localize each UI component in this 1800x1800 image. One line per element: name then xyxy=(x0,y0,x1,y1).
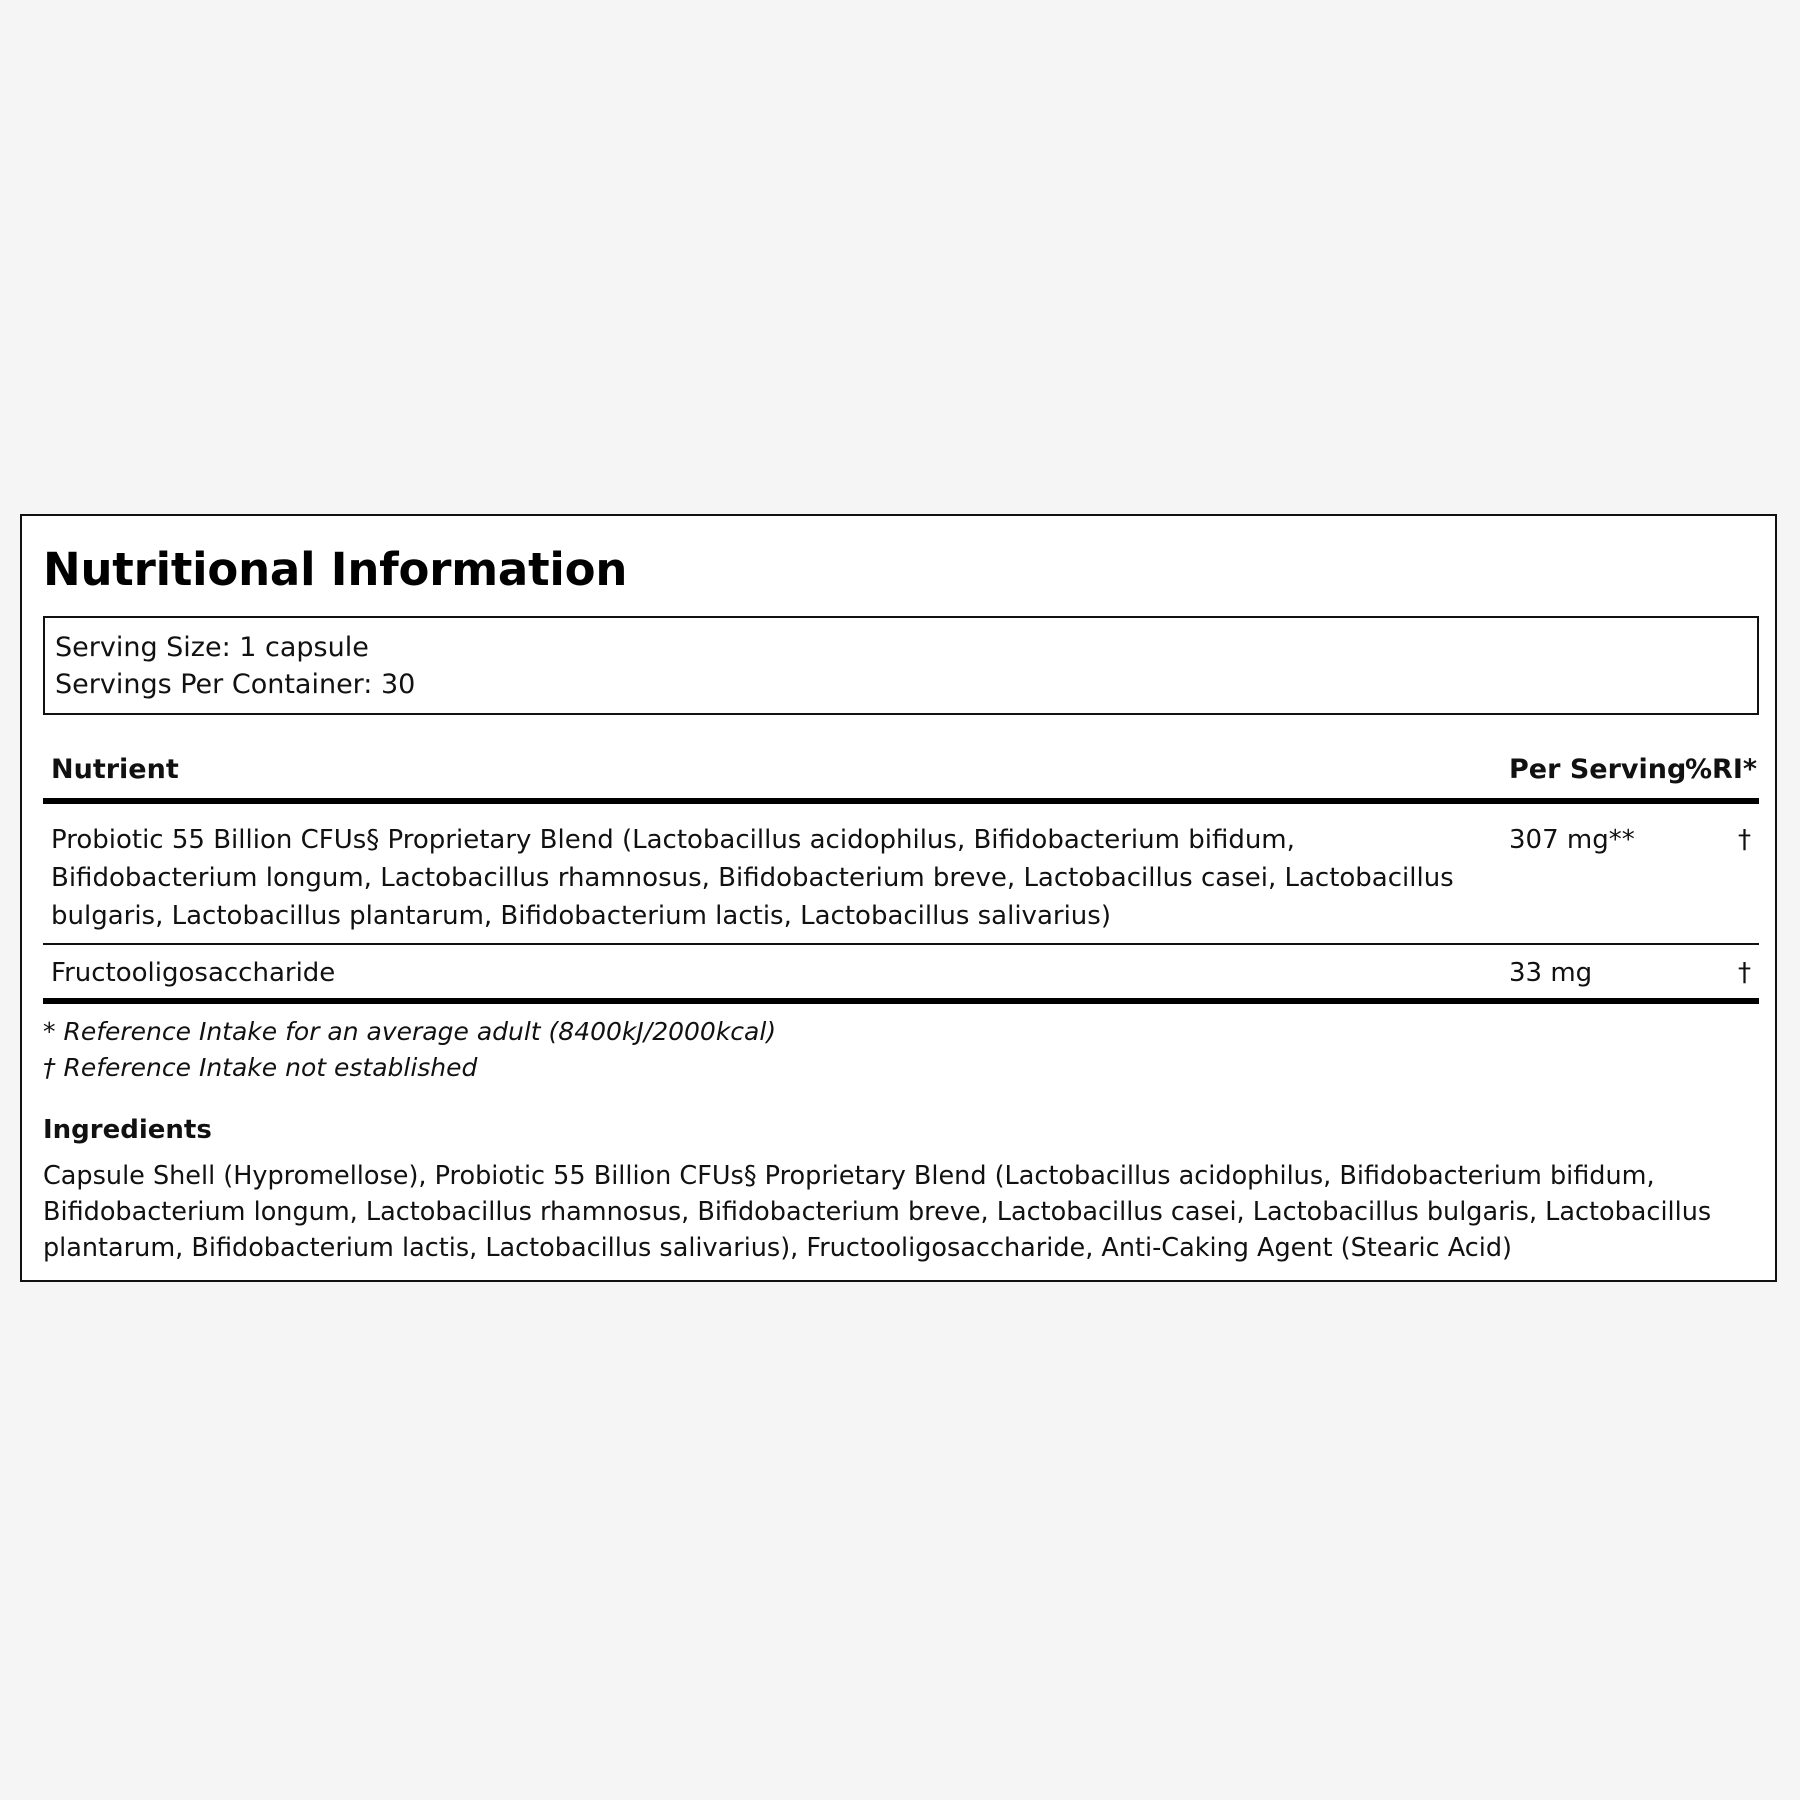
nutrient-table xyxy=(43,738,1759,1004)
nutrient-column-header: Nutrient xyxy=(43,738,1501,801)
ri-value: † xyxy=(1677,944,1759,1001)
page-title: Nutritional Information xyxy=(43,543,628,596)
nutrient-name: Probiotic 55 Billion CFUs§ Proprietary Blend (Lactobacillus acidophilus, Bifidobacterium bifidum, Bifidobacterium longum, Lactobacillus rhamnosus, Bifidobacterium breve, Lactobacillus casei, Lactobacillus bulgaris, Lactobacillus plantarum, Bifidobacterium lactis, Lactobacillus salivarius) xyxy=(43,801,1501,944)
per-serving-column-header: Per Serving xyxy=(1501,738,1677,801)
ri-column-header: %RI* xyxy=(1677,738,1759,801)
per-serving-value: 33 mg xyxy=(1501,944,1677,1001)
footnotes xyxy=(43,1014,1759,1086)
serving-size: Serving Size: 1 capsule xyxy=(55,632,369,663)
per-serving-value: 307 mg** xyxy=(1501,801,1677,944)
nutrient-name: Fructooligosaccharide xyxy=(43,944,1501,1001)
ingredients-text: Capsule Shell (Hypromellose), Probiotic 55 Billion CFUs§ Proprietary Blend (Lactobacillus acidophilus, Bifidobacterium bifidum, Bifidobacterium longum, Lactobacillus rhamnosus, Bifidobacterium breve, Lactobacillus casei, Lactobacillus bulgaris, Lactobacillus plantarum, Bifidobacterium lactis, Lactobacillus salivarius), Fructooligosaccharide, Anti-Caking Agent (Stearic Acid) xyxy=(43,1161,1712,1263)
footnote-reference-intake: * Reference Intake for an average adult (8400kJ/2000kcal) xyxy=(43,1017,777,1046)
servings-per-container: Servings Per Container: 30 xyxy=(55,669,416,700)
table-row xyxy=(43,944,1759,1001)
table-header-row xyxy=(43,738,1759,801)
ingredients-heading: Ingredients xyxy=(43,1115,212,1145)
serving-info-box xyxy=(43,616,1759,715)
nutrition-label-panel xyxy=(20,514,1777,1282)
ri-value: † xyxy=(1677,801,1759,944)
table-row xyxy=(43,801,1759,944)
footnote-not-established: † Reference Intake not established xyxy=(43,1053,478,1082)
